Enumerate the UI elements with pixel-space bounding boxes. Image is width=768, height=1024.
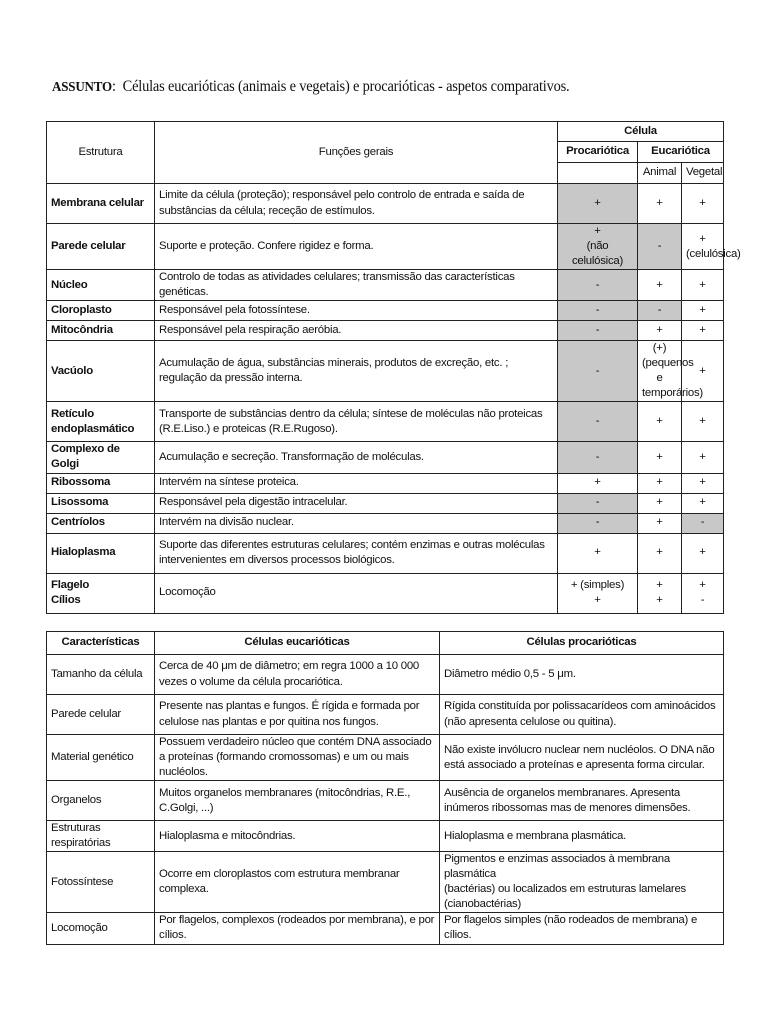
structure-function: Locomoção	[155, 573, 558, 613]
eucariotica-description: Ocorre em cloroplastos com estrutura membranar complexa.	[155, 852, 440, 913]
structure-name: Mitocôndria	[47, 321, 155, 341]
cell-structures-table	[46, 121, 741, 614]
header-caracteristicas: Características	[47, 632, 155, 655]
title-label: ASSUNTO	[52, 80, 112, 95]
header-eucariotica: Eucariótica	[638, 142, 724, 163]
animal-value: -	[638, 301, 682, 321]
characteristic-name: Estruturas respiratórias	[47, 821, 155, 852]
eucariotica-description: Presente nas plantas e fungos. É rígida e formada por celulose nas plantas e por quitina nos fungos.	[155, 695, 440, 735]
table-row	[47, 781, 724, 821]
structure-name: Vacúolo	[47, 341, 155, 402]
header-eucarioticas: Células eucarióticas	[155, 632, 440, 655]
characteristic-name: Parede celular	[47, 695, 155, 735]
vegetal-value: +	[682, 321, 724, 341]
structure-function: Acumulação e secreção. Transformação de moléculas.	[155, 442, 558, 473]
vegetal-value: + (celulósica)	[682, 224, 724, 270]
vegetal-value: +	[682, 270, 724, 301]
table-row	[47, 852, 724, 913]
procariotica-description: Diâmetro médio 0,5 - 5 μm.	[440, 655, 724, 695]
procariotica-value: -	[558, 402, 638, 442]
structure-name: Núcleo	[47, 270, 155, 301]
animal-value: +	[638, 513, 682, 533]
structure-name: Ribossoma	[47, 473, 155, 493]
eucariotica-description: Possuem verdadeiro núcleo que contém DNA associado a proteínas (formando cromossomas) e um ou mais nucléolos.	[155, 735, 440, 781]
animal-value: +	[638, 184, 682, 224]
vegetal-value: + -	[682, 573, 724, 613]
structure-name: Complexo de Golgi	[47, 442, 155, 473]
animal-value: +	[638, 473, 682, 493]
procariotica-value: -	[558, 341, 638, 402]
animal-value: + +	[638, 573, 682, 613]
structure-function: Controlo de todas as atividades celulares; transmissão das características genéticas.	[155, 270, 558, 301]
procariotica-description: Ausência de organelos membranares. Apresenta inúmeros ribossomas mas de menores dimensões.	[440, 781, 724, 821]
table-row	[47, 442, 724, 473]
header-animal: Animal	[638, 163, 682, 184]
eucariotica-description: Cerca de 40 μm de diâmetro; em regra 1000 a 10 000 vezes o volume da célula procariótica.	[155, 655, 440, 695]
header-procarioticas: Células procarióticas	[440, 632, 724, 655]
procariotica-description: Por flagelos simples (não rodeados de membrana) e cílios.	[440, 913, 724, 944]
cell-comparison-table	[46, 631, 724, 945]
structure-name: Hialoplasma	[47, 533, 155, 573]
vegetal-value: +	[682, 301, 724, 321]
structure-function: Intervém na divisão nuclear.	[155, 513, 558, 533]
table-row	[47, 473, 724, 493]
procariotica-value: +	[558, 473, 638, 493]
table-row	[47, 270, 724, 301]
structure-function: Transporte de substâncias dentro da célula; síntese de moléculas não proteicas (R.E.Liso.) e proteicas (R.E.Rugoso).	[155, 402, 558, 442]
structure-function: Suporte e proteção. Confere rigidez e forma.	[155, 224, 558, 270]
structure-function: Limite da célula (proteção); responsável pelo controlo de entrada e saída de substâncias da célula; receção de estímulos.	[155, 184, 558, 224]
document-title: ASSUNTO: Células eucarióticas (animais e vegetais) e procarióticas - aspetos comparativos.	[52, 78, 570, 95]
header-vegetal: Vegetal	[682, 163, 724, 184]
procariotica-value: -	[558, 321, 638, 341]
structure-function: Responsável pela digestão intracelular.	[155, 493, 558, 513]
procariotica-value: -	[558, 493, 638, 513]
table-row	[47, 341, 724, 402]
structure-name: Parede celular	[47, 224, 155, 270]
table-row	[47, 402, 724, 442]
structure-function: Responsável pela respiração aeróbia.	[155, 321, 558, 341]
header-funcoes: Funções gerais	[155, 122, 558, 184]
header-estrutura: Estrutura	[47, 122, 155, 184]
eucariotica-description: Por flagelos, complexos (rodeados por membrana), e por cílios.	[155, 913, 440, 944]
characteristic-name: Locomoção	[47, 913, 155, 944]
procariotica-value: + (simples) +	[558, 573, 638, 613]
vegetal-value: +	[682, 442, 724, 473]
eucariotica-description: Muitos organelos membranares (mitocôndrias, R.E., C.Golgi, ...)	[155, 781, 440, 821]
procariotica-description: Rígida constituída por polissacarídeos com aminoácidos (não apresenta celulose ou quitina).	[440, 695, 724, 735]
table-row	[47, 573, 724, 613]
structure-name: Retículo endoplasmático	[47, 402, 155, 442]
title-text: Células eucarióticas (animais e vegetais) e procarióticas - aspetos comparativos.	[122, 78, 570, 95]
procariotica-value: +	[558, 184, 638, 224]
animal-value: +	[638, 442, 682, 473]
structure-name: Membrana celular	[47, 184, 155, 224]
table-row	[47, 224, 724, 270]
vegetal-value: +	[682, 473, 724, 493]
structure-name: Flagelo Cílios	[47, 573, 155, 613]
table-row	[47, 301, 724, 321]
procariotica-value: + (não celulósica)	[558, 224, 638, 270]
table-row	[47, 735, 724, 781]
animal-value: (+) (pequenos e temporários)	[638, 341, 682, 402]
animal-value: +	[638, 402, 682, 442]
table-row	[47, 913, 724, 944]
header-celula: Célula	[558, 122, 724, 142]
vegetal-value: -	[682, 513, 724, 533]
vegetal-value: +	[682, 402, 724, 442]
vegetal-value: +	[682, 533, 724, 573]
structure-function: Responsável pela fotossíntese.	[155, 301, 558, 321]
procariotica-description: Pigmentos e enzimas associados à membrana plasmática (bactérias) ou localizados em estruturas lamelares (cianobactérias)	[440, 852, 724, 913]
eucariotica-description: Hialoplasma e mitocôndrias.	[155, 821, 440, 852]
animal-value: -	[638, 224, 682, 270]
animal-value: +	[638, 321, 682, 341]
structure-function: Acumulação de água, substâncias minerais, produtos de excreção, etc. ; regulação da pressão interna.	[155, 341, 558, 402]
table-row	[47, 493, 724, 513]
animal-value: +	[638, 493, 682, 513]
vegetal-value: +	[682, 184, 724, 224]
characteristic-name: Tamanho da célula	[47, 655, 155, 695]
table-row	[47, 533, 724, 573]
table-row	[47, 513, 724, 533]
structure-function: Suporte das diferentes estruturas celulares; contém enzimas e outras moléculas intervenientes em diversos processos biológicos.	[155, 533, 558, 573]
table-row	[47, 321, 724, 341]
procariotica-value: -	[558, 301, 638, 321]
header-procariotica: Procariótica	[558, 142, 638, 163]
structure-function: Intervém na síntese proteica.	[155, 473, 558, 493]
procariotica-value: -	[558, 442, 638, 473]
table-row	[47, 695, 724, 735]
vegetal-value: +	[682, 341, 724, 402]
vegetal-value: +	[682, 493, 724, 513]
characteristic-name: Organelos	[47, 781, 155, 821]
table-row	[47, 655, 724, 695]
animal-value: +	[638, 533, 682, 573]
structure-name: Centríolos	[47, 513, 155, 533]
procariotica-description: Não existe invólucro nuclear nem nucléolos. O DNA não está associado a proteínas e apresenta forma circular.	[440, 735, 724, 781]
structure-name: Cloroplasto	[47, 301, 155, 321]
table-row	[47, 821, 724, 852]
structure-name: Lisossoma	[47, 493, 155, 513]
animal-value: +	[638, 270, 682, 301]
procariotica-value: -	[558, 270, 638, 301]
procariotica-value: -	[558, 513, 638, 533]
characteristic-name: Material genético	[47, 735, 155, 781]
characteristic-name: Fotossíntese	[47, 852, 155, 913]
table-row	[47, 184, 724, 224]
procariotica-description: Hialoplasma e membrana plasmática.	[440, 821, 724, 852]
procariotica-value: +	[558, 533, 638, 573]
